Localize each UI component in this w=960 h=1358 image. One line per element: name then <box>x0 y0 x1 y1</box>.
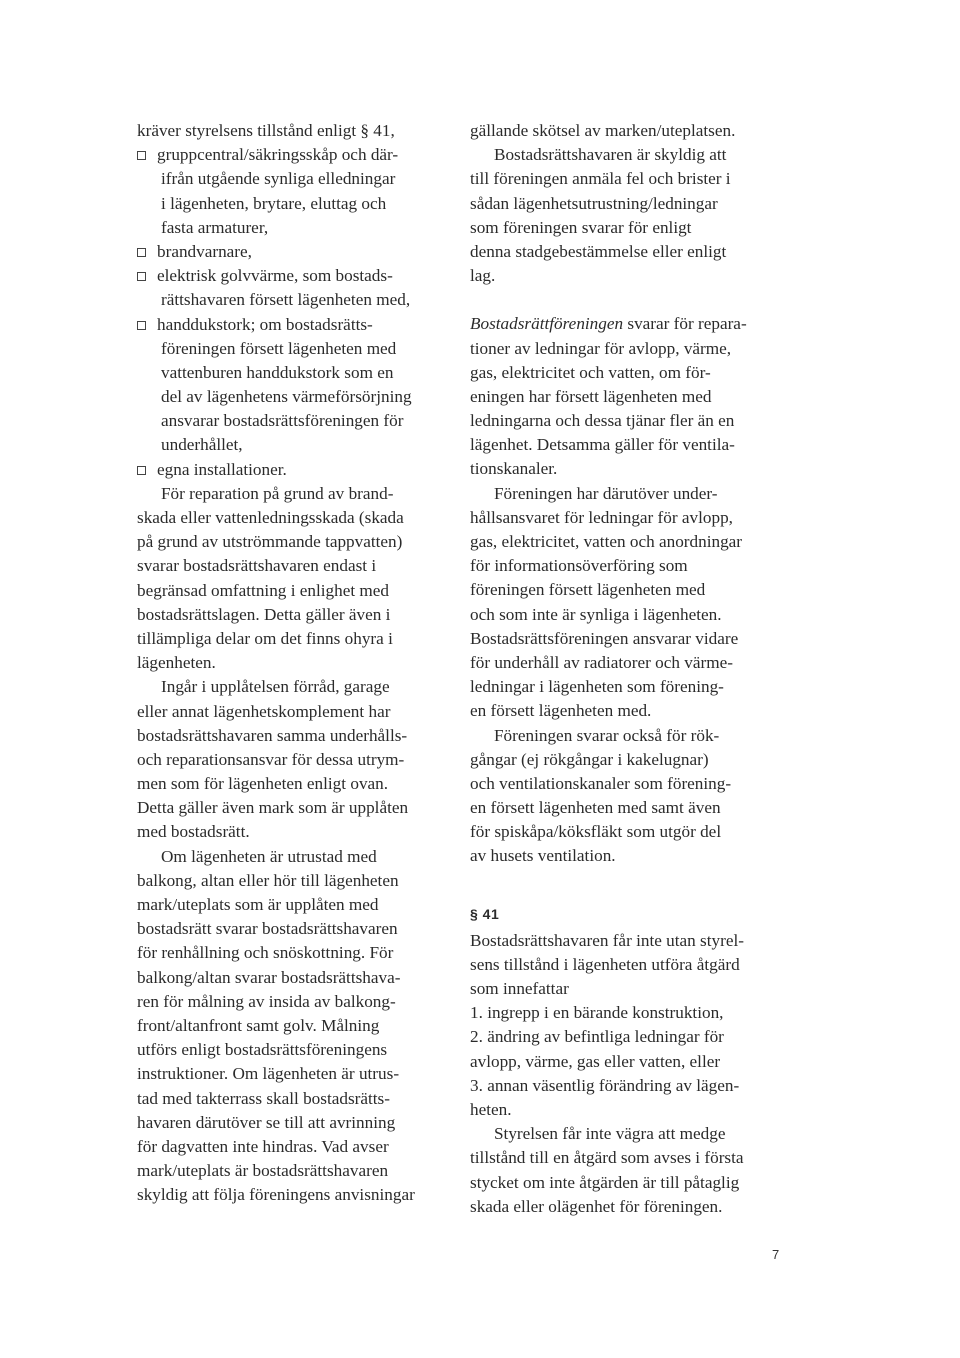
paragraph-start: För reparation på grund av brand- <box>161 483 394 503</box>
checkbox-icon <box>137 321 146 330</box>
italic-term: Bostadsrättföreningen <box>470 314 624 334</box>
text-line: Bostadsrättsföreningen ansvarar vidare <box>470 628 739 648</box>
paragraph-start: Bostadsrättshavaren är skyldig att <box>494 145 727 165</box>
text-line: eningen har försett lägenheten med <box>470 386 712 406</box>
text-line: sens tillstånd i lägenheten utföra åtgärd <box>470 954 740 974</box>
text-line: tillstånd till en åtgärd som avses i första <box>470 1148 744 1168</box>
list-item: 1. ingrepp i en bärande konstruktion, <box>470 1003 724 1023</box>
paragraph-start: Styrelsen får inte vägra att medge <box>494 1124 726 1144</box>
page-number: 7 <box>772 1247 780 1262</box>
text-line: balkong/altan svarar bostadsrättshava- <box>137 967 401 987</box>
text-line: för dagvatten inte hindras. Vad avser <box>137 1136 389 1156</box>
text-line: för underhåll av radiatorer och värme- <box>470 652 733 672</box>
paragraph-gap <box>470 288 790 312</box>
text-line: som innefattar <box>470 979 569 998</box>
text-line: föreningen försett lägenheten med <box>161 338 397 358</box>
paragraph-start <box>470 312 790 336</box>
list-item-text: brandvarnare, <box>157 241 252 261</box>
text-line: lag. <box>470 266 496 286</box>
checkbox-icon <box>137 272 146 281</box>
text-line: lägenhet. Detsamma gäller för ventila- <box>470 435 735 455</box>
text-line: eller annat lägenhetskomplement har <box>137 701 391 721</box>
text-line: balkong, altan eller hör till lägenheten <box>137 870 399 890</box>
left-column <box>137 119 452 1207</box>
text-line: front/altanfront samt golv. Målning <box>137 1015 380 1035</box>
text-line: för renhållning och snöskottning. För <box>137 943 394 963</box>
text-line: för informationsöverföring som <box>470 556 688 576</box>
text-line: för spiskåpa/köksfläkt som utgör del <box>470 822 722 842</box>
text-line: skada eller olägenhet för föreningen. <box>470 1196 723 1216</box>
text-line: lägenheten. <box>137 653 216 673</box>
text-line: ifrån utgående synliga elledningar <box>161 169 396 189</box>
list-item <box>137 143 452 167</box>
text-line: i lägenheten, brytare, eluttag och <box>161 193 387 213</box>
checkbox-icon <box>137 466 146 475</box>
list-item <box>137 458 452 482</box>
text-line: en försett lägenheten med. <box>470 701 652 721</box>
text-line: och som inte är synliga i lägenheten. <box>470 604 722 624</box>
paragraph-start: Om lägenheten är utrustad med <box>161 846 377 866</box>
text-line: rättshavaren försett lägenheten med, <box>161 290 411 310</box>
text-line: gångar (ej rökgångar i kakelugnar) <box>470 749 709 769</box>
text-line: men som för lägenheten enligt ovan. <box>137 774 389 794</box>
text-line: tionskanaler. <box>470 459 558 479</box>
text-line: stycket om inte åtgärden är till påtaglig <box>470 1172 740 1192</box>
list-item <box>137 264 452 288</box>
checkbox-icon <box>137 151 146 160</box>
text-line: havaren därutöver se till att avrinning <box>137 1112 396 1132</box>
text-line: med bostadsrätt. <box>137 822 250 842</box>
text-line: instruktioner. Om lägenheten är utrus- <box>137 1064 400 1084</box>
text-line: ledningar i lägenheten som förening- <box>470 677 724 697</box>
list-item: 2. ändring av befintliga ledningar för <box>470 1027 724 1047</box>
text-line: heten. <box>470 1099 512 1119</box>
text-line: till föreningen anmäla fel och brister i <box>470 169 731 189</box>
list-item-text: elektrisk golvvärme, som bostads- <box>157 266 393 286</box>
text-line: och ventilationskanaler som förening- <box>470 773 732 793</box>
text-line: av husets ventilation. <box>470 846 616 866</box>
text-line: mark/uteplats som är upplåten med <box>137 895 379 914</box>
text-line: mark/uteplats är bostadsrättshavaren <box>137 1161 389 1181</box>
text-line: del av lägenhetens värmeförsörjning <box>161 387 412 407</box>
paragraph-start: Föreningen har därutöver under- <box>494 483 718 503</box>
paragraph-start: Föreningen svarar också för rök- <box>494 725 720 745</box>
text-line: bostadsrätt svarar bostadsrättshavaren <box>137 919 398 939</box>
text-line: skyldig att följa föreningens anvisningar <box>137 1185 415 1205</box>
text-line: och reparationsansvar för dessa utrym- <box>137 749 405 769</box>
text-line: bostadsrättslagen. Detta gäller även i <box>137 604 391 624</box>
section-gap <box>470 869 790 893</box>
text-line: tillämpliga delar om det finns ohyra i <box>137 628 393 648</box>
section-heading: § 41 <box>470 905 500 922</box>
text-line: skada eller vattenledningsskada (skada <box>137 508 404 527</box>
text-line: ledningarna och dessa tjänar fler än en <box>470 411 735 431</box>
text-line: begränsad omfattning i enlighet med <box>137 580 390 600</box>
text-line: ren för målning av insida av balkong- <box>137 991 396 1011</box>
text-line: ansvarar bostadsrättsföreningen för <box>161 411 404 431</box>
text-line: denna stadgebestämmelse eller enligt <box>470 241 727 261</box>
paragraph-start: Ingår i upplåtelsen förråd, garage <box>161 677 390 697</box>
text-line: utförs enligt bostadsrättsföreningens <box>137 1040 388 1060</box>
text-line: vattenburen handdukstork som en <box>161 362 394 382</box>
list-item <box>137 313 452 337</box>
text-line: fasta armaturer, <box>161 217 269 237</box>
text-line: tioner av ledningar för avlopp, värme, <box>470 338 732 358</box>
text-line: kräver styrelsens tillstånd enligt § 41, <box>137 121 395 140</box>
text-line: Detta gäller även mark som är upplåten <box>137 798 409 818</box>
text-line: hållsansvaret för ledningar för avlopp, <box>470 507 733 527</box>
text-line: på grund av utströmmande tappvatten) <box>137 532 403 552</box>
text-line: som föreningen svarar för enligt <box>470 217 692 237</box>
list-item-text: gruppcentral/säkringsskåp och där- <box>157 145 399 165</box>
list-item-text: handdukstork; om bostadsrätts- <box>157 314 373 334</box>
text-line: bostadsrättshavaren samma underhålls- <box>137 725 408 745</box>
list-item: 3. annan väsentlig förändring av lägen- <box>470 1075 740 1095</box>
list-item-text: egna installationer. <box>157 459 287 479</box>
text-line: Bostadsrättshavaren får inte utan styrel- <box>470 930 744 950</box>
text-line: gas, elektricitet, vatten och anordningar <box>470 532 743 551</box>
text-line: svarar bostadsrättshavaren endast i <box>137 556 377 576</box>
list-item <box>137 240 452 264</box>
text-line: tad med takterrass skall bostadsrätts- <box>137 1088 390 1108</box>
text-line: sådan lägenhetsutrustning/ledningar <box>470 193 718 213</box>
text-line: underhållet, <box>161 435 243 455</box>
text-line: gällande skötsel av marken/uteplatsen. <box>470 121 736 140</box>
text-line: gas, elektricitet och vatten, om för- <box>470 362 711 382</box>
text-run: svarar för repara- <box>623 314 747 334</box>
text-line: en försett lägenheten med samt även <box>470 798 721 818</box>
text-line: föreningen försett lägenheten med <box>470 580 706 600</box>
right-column <box>470 119 790 1219</box>
text-line: avlopp, värme, gas eller vatten, eller <box>470 1051 721 1071</box>
checkbox-icon <box>137 248 146 257</box>
